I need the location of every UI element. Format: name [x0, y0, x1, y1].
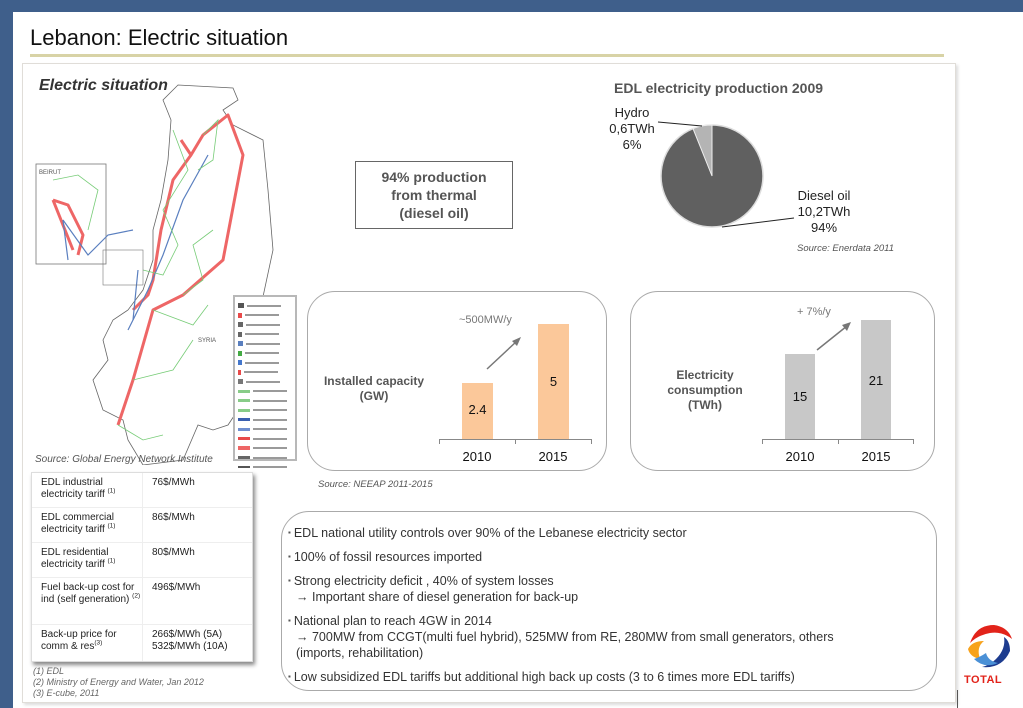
footnote: (1) EDL	[33, 666, 65, 676]
consumption-x-label: 2015	[861, 449, 891, 464]
capacity-x-label: 2015	[538, 449, 568, 464]
bullet-text: 100% of fossil resources imported	[293, 550, 483, 564]
left-band	[0, 0, 13, 708]
capacity-label-line: (GW)	[359, 389, 389, 403]
legend-row	[238, 311, 292, 320]
beirut-label: BEIRUT	[39, 170, 62, 176]
key-facts-box	[281, 511, 937, 691]
divider	[957, 690, 958, 708]
pie-label-hydro	[604, 105, 660, 153]
tariff-label	[32, 473, 143, 507]
capacity-value-2015: 5	[549, 374, 558, 389]
legend-row	[238, 463, 292, 472]
consumption-x-label: 2010	[785, 449, 815, 464]
diesel-name: Diesel oil	[797, 188, 851, 203]
consumption-label-line: Electricity	[676, 368, 734, 382]
tariff-ref: (1)	[107, 557, 116, 565]
bullet-item	[288, 613, 926, 661]
capacity-bar-2010	[462, 383, 493, 439]
diesel-value: 10,2TWh	[797, 204, 851, 219]
consumption-trend-arrow-icon	[815, 320, 855, 352]
consumption-label	[650, 368, 760, 413]
bullet-subtext: → Important share of diesel generation for back-up	[296, 590, 579, 604]
bullet-text: Low subsidized EDL tariffs but additional high back up costs (3 to 6 times more EDL tariffs)	[293, 670, 795, 684]
bullet-text: National plan to reach 4GW in 2014	[293, 614, 492, 628]
total-logo-text: TOTAL	[964, 674, 1003, 686]
title-rule	[30, 54, 944, 57]
capacity-label	[315, 374, 433, 404]
callout-line: 94% production	[381, 169, 487, 185]
consumption-trend: + 7%/y	[797, 306, 831, 318]
footnotes	[33, 666, 204, 699]
tariff-value-line: 532$/MWh (10A)	[152, 641, 228, 652]
legend-row	[238, 425, 292, 434]
legend-row	[238, 349, 292, 358]
table-row	[32, 473, 252, 508]
bullet-text: EDL national utility controls over 90% of the Lebanese electricity sector	[293, 526, 687, 540]
bullet-item	[288, 573, 926, 605]
table-row	[32, 543, 252, 578]
bullet-subtext: (imports, rehabilitation)	[296, 646, 424, 660]
pie-label-diesel	[790, 188, 858, 236]
footnote: (3) E-cube, 2011	[33, 688, 100, 698]
hydro-value: 0,6TWh	[609, 121, 655, 136]
legend-row	[238, 339, 292, 348]
page-title: Lebanon: Electric situation	[30, 25, 289, 50]
table-row	[32, 625, 252, 661]
tariff-label-text: Fuel back-up cost for ind (self generation)	[41, 582, 135, 605]
tariff-ref: (3)	[94, 639, 103, 647]
table-row	[32, 578, 252, 625]
axis-tick	[913, 439, 914, 444]
bullet-item	[288, 669, 926, 685]
legend-row	[238, 301, 292, 310]
tariff-value: 76$/MWh	[152, 477, 195, 488]
tariff-label	[32, 543, 143, 577]
legend-row	[238, 396, 292, 405]
pie-title: EDL electricity production 2009	[614, 80, 824, 96]
consumption-label-line: consumption	[667, 383, 743, 397]
axis-tick	[762, 439, 763, 444]
consumption-bar-2015	[861, 320, 891, 439]
tariff-ref: (1)	[107, 487, 116, 495]
legend-row	[238, 453, 292, 462]
legend-row	[238, 415, 292, 424]
bullet-text: Strong electricity deficit , 40% of system losses	[293, 574, 554, 588]
capacity-bar-2015	[538, 324, 569, 439]
legend-row	[238, 358, 292, 367]
tariff-label-text: EDL industrial electricity tariff	[41, 477, 105, 500]
axis-tick	[515, 439, 516, 444]
tariff-label-text: EDL commercial electricity tariff	[41, 512, 114, 535]
hydro-pct: 6%	[622, 137, 642, 152]
hydro-name: Hydro	[614, 105, 650, 120]
tariff-ref: (1)	[107, 522, 116, 530]
legend-row	[238, 368, 292, 377]
axis-tick	[838, 439, 839, 444]
tariff-ref: (2)	[132, 592, 141, 600]
tariff-label	[32, 625, 143, 661]
consumption-bar-2010	[785, 354, 815, 439]
section-title: Electric situation	[39, 77, 168, 94]
diesel-pct: 94%	[810, 220, 838, 235]
syria-label: SYRIA	[198, 338, 217, 344]
callout-line: from thermal	[391, 187, 477, 203]
map-source: Source: Global Energy Network Institute	[35, 454, 213, 465]
callout-line: (diesel oil)	[399, 205, 469, 221]
bullet-item	[288, 549, 926, 565]
axis-tick	[591, 439, 592, 444]
tariff-value: 496$/MWh	[152, 582, 201, 593]
consumption-value-2010: 15	[792, 389, 808, 404]
total-logo-icon	[962, 619, 1018, 675]
bullet-subtext: → 700MW from CCGT(multi fuel hybrid), 525MW from RE, 280MW from small generators, others	[296, 630, 834, 644]
table-row	[32, 508, 252, 543]
tariff-value	[143, 625, 252, 661]
capacity-label-line: Installed capacity	[323, 374, 425, 388]
tariff-label-text: EDL residential electricity tariff	[41, 547, 109, 570]
legend-row	[238, 387, 292, 396]
legend-row	[238, 434, 292, 443]
legend-row	[238, 377, 292, 386]
thermal-callout	[355, 161, 513, 229]
tariff-label-text: Back-up price for comm & res	[41, 629, 117, 652]
header-band	[0, 0, 1023, 12]
legend-row	[238, 406, 292, 415]
capacity-source: Source: NEEAP 2011-2015	[318, 479, 433, 490]
map-legend	[233, 295, 297, 461]
pie-source: Source: Enerdata 2011	[797, 243, 895, 254]
bullet-item	[288, 525, 926, 541]
tariff-label	[32, 578, 143, 624]
consumption-label-line: (TWh)	[688, 398, 722, 412]
tariff-table	[31, 472, 253, 662]
capacity-trend-arrow-icon	[485, 335, 525, 371]
tariff-label	[32, 508, 143, 542]
capacity-trend: ~500MW/y	[459, 314, 512, 326]
legend-row	[238, 330, 292, 339]
tariff-value: 80$/MWh	[152, 547, 195, 558]
footnote: (2) Ministry of Energy and Water, Jan 2012	[33, 677, 204, 687]
capacity-value-2010: 2.4	[468, 402, 487, 417]
consumption-value-2015: 21	[868, 373, 884, 388]
tariff-value-line: 266$/MWh (5A)	[152, 629, 223, 640]
axis-tick	[439, 439, 440, 444]
tariff-value: 86$/MWh	[152, 512, 195, 523]
legend-row	[238, 444, 292, 453]
capacity-x-label: 2010	[462, 449, 492, 464]
legend-row	[238, 320, 292, 329]
